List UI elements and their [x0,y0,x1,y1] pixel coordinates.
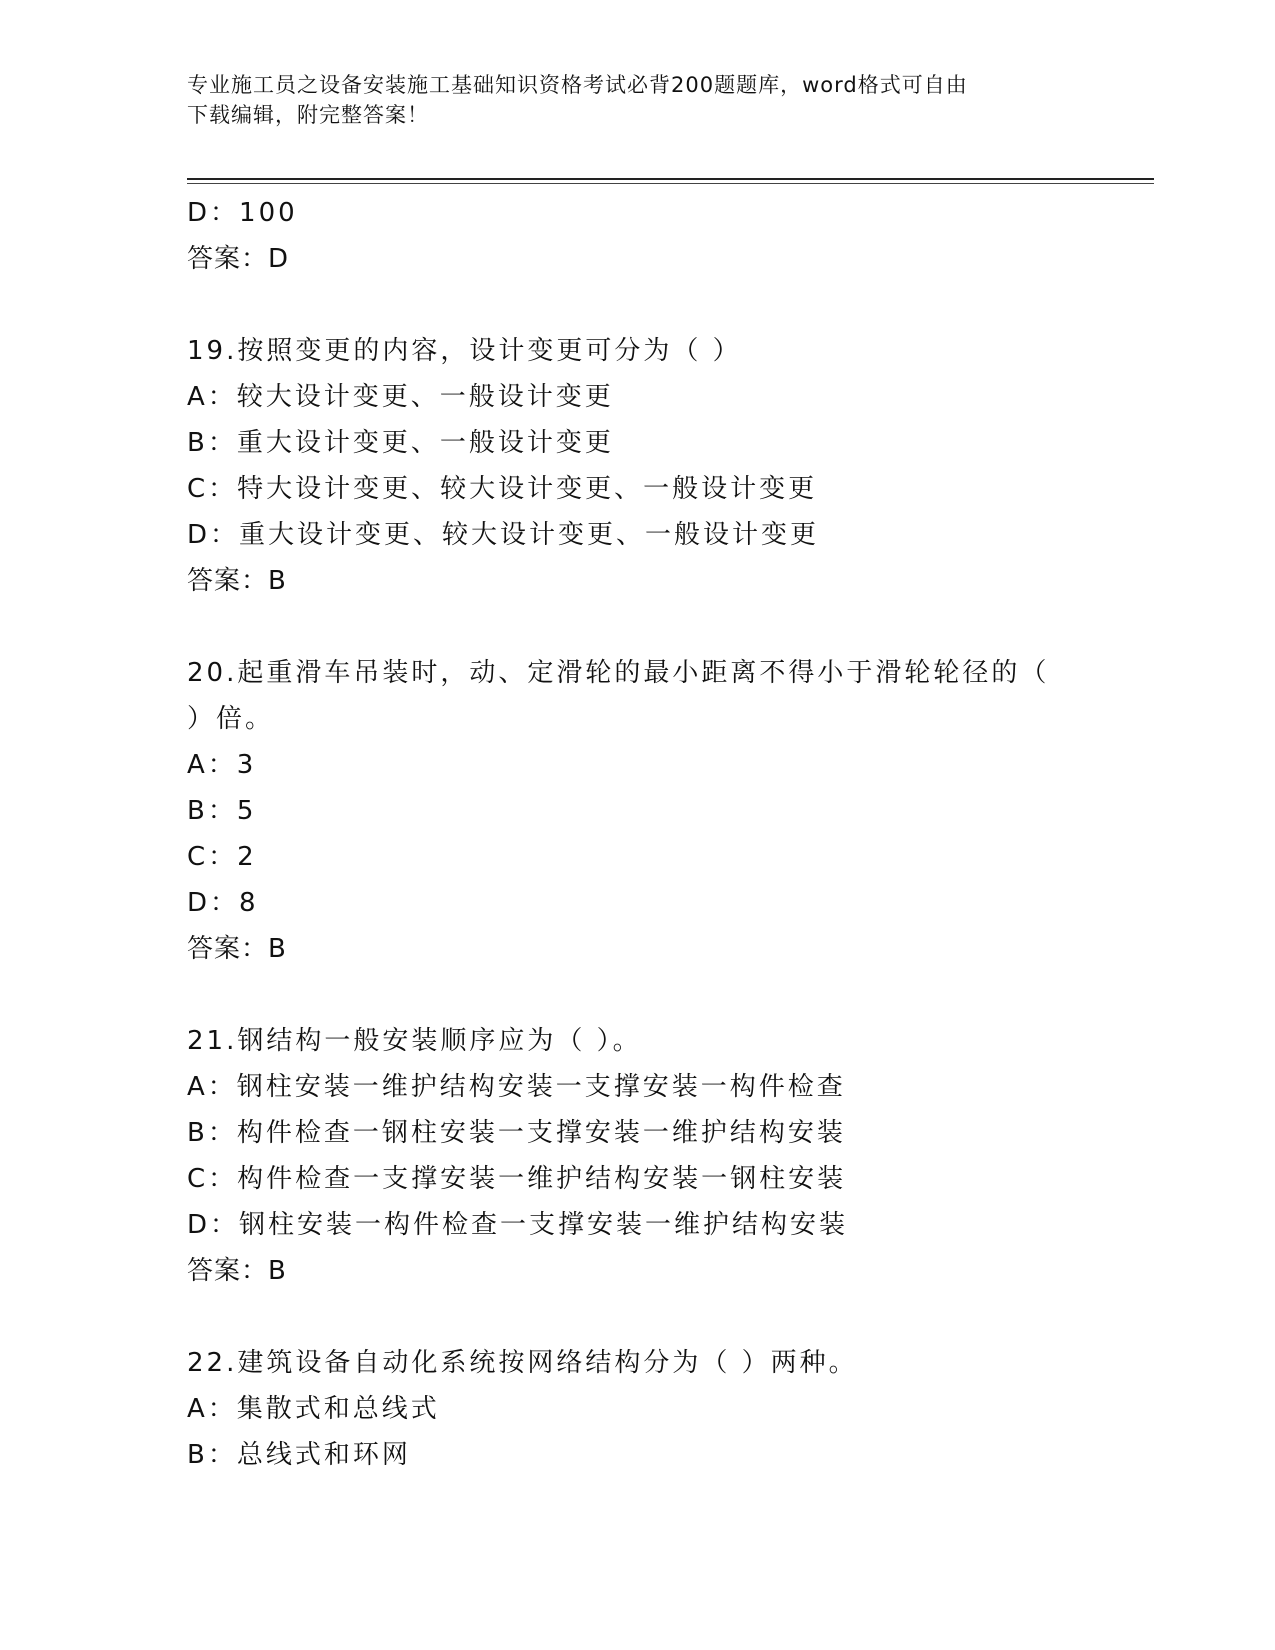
option-b: B：5 [187,796,257,826]
option-c: C：特大设计变更、较大设计变更、一般设计变更 [187,474,818,504]
question-content [187,190,1067,1478]
option-a: A：钢柱安装一维护结构安装一支撑安装一构件检查 [187,1072,846,1102]
answer-line: 答案：D [187,244,290,274]
option-a: A：集散式和总线式 [187,1394,440,1424]
option-b: B：总线式和环网 [187,1440,411,1470]
question-stem-line-2: ）倍。 [187,704,275,734]
previous-question-tail [187,190,1067,282]
header-divider-thin [187,183,1154,184]
option-a: A：3 [187,750,257,780]
option-d: D：重大设计变更、较大设计变更、一般设计变更 [187,520,820,550]
answer-line: 答案：B [187,566,287,596]
answer-line: 答案：B [187,934,287,964]
option-d: D：100 [187,198,298,228]
question-stem: 21.钢结构一般安装顺序应为（ ）。 [187,1026,642,1056]
question-stem: 19.按照变更的内容，设计变更可分为（ ） [187,336,742,366]
option-b: B：重大设计变更、一般设计变更 [187,428,614,458]
question-stem-line-1: 20.起重滑车吊装时，动、定滑轮的最小距离不得小于滑轮轮径的（ [187,658,1050,688]
header-divider-thick [187,178,1154,180]
question-22 [187,1340,1067,1478]
option-d: D：8 [187,888,259,918]
spacer [187,972,1067,1018]
question-19 [187,328,1067,604]
question-stem: 22.建筑设备自动化系统按网络结构分为（ ）两种。 [187,1348,858,1378]
spacer [187,1294,1067,1340]
header-title-line-1: 专业施工员之设备安装施工基础知识资格考试必背200题题库，word格式可自由 [187,73,968,97]
spacer [187,604,1067,650]
option-b: B：构件检查一钢柱安装一支撑安装一维护结构安装 [187,1118,846,1148]
document-header [187,70,1067,130]
header-title-line-2: 下载编辑，附完整答案！ [187,103,429,127]
spacer [187,282,1067,328]
option-c: C：2 [187,842,257,872]
option-a: A：较大设计变更、一般设计变更 [187,382,614,412]
option-d: D：钢柱安装一构件检查一支撑安装一维护结构安装 [187,1210,849,1240]
option-c: C：构件检查一支撑安装一维护结构安装一钢柱安装 [187,1164,847,1194]
question-20 [187,650,1067,972]
answer-line: 答案：B [187,1256,287,1286]
question-21 [187,1018,1067,1294]
